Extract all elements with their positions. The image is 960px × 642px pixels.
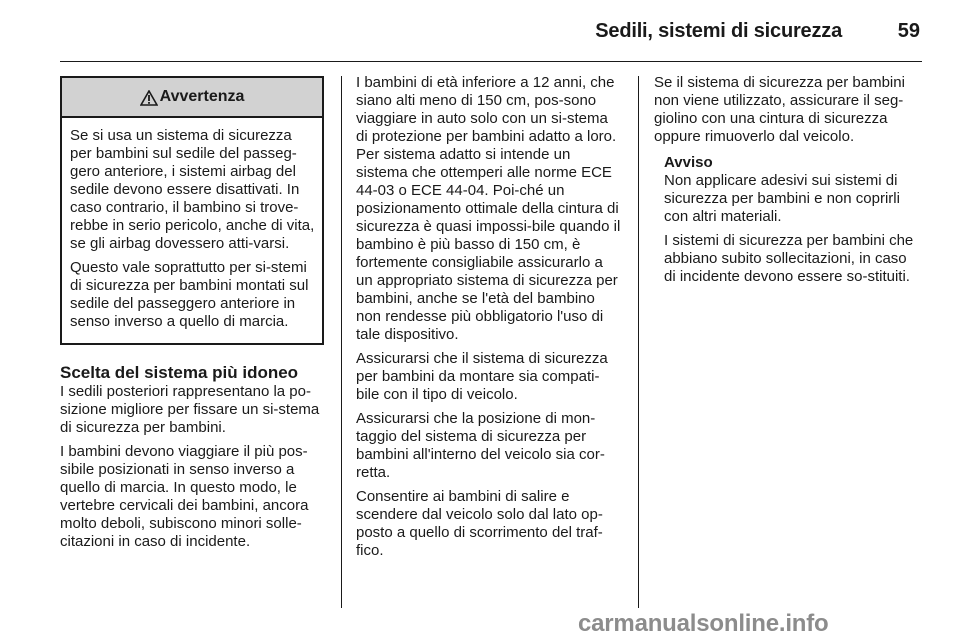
body-paragraph: I sedili posteriori rappresentano la po-sizione migliore per fissare un si-stema di sicurezza per bambini. <box>60 383 320 436</box>
column-divider-2 <box>638 76 639 608</box>
warning-triangle-icon <box>140 90 158 106</box>
column-1 <box>60 76 324 557</box>
body-paragraph: I bambini devono viaggiare il più pos-sibile posizionati in senso inverso a quello di marcia. In questo modo, le vertebre cervicali dei bambini, ancora molto deboli, subiscono minori solle-citazioni in caso di incidente. <box>60 443 309 550</box>
body-paragraph: Se il sistema di sicurezza per bambini non viene utilizzato, assicurare il seg-giolino con una cintura di sicurezza oppure rimuoverlo dal veicolo. <box>654 74 905 145</box>
warning-title: Avvertenza <box>159 88 245 105</box>
warning-paragraph: Se si usa un sistema di sicurezza per bambini sul sedile del passeg-gero anteriore, i sistemi airbag del sedile devono essere disattivati. In caso contrario, il bambino si trove-rebbe in serio pericolo, anche di vita, se gli airbag dovessero atti-varsi. <box>70 127 315 252</box>
note-block <box>654 154 922 286</box>
column-2 <box>356 74 622 566</box>
page-number: 59 <box>897 20 920 42</box>
note-paragraph: I sistemi di sicurezza per bambini che abbiano subito sollecitazioni, in caso di incidente devono essere so-stituiti. <box>664 232 914 285</box>
body-paragraph: Assicurarsi che il sistema di sicurezza per bambini da montare sia compati-bile con il tipo di veicolo. <box>356 350 608 403</box>
column-3 <box>654 74 922 292</box>
body-paragraph: Assicurarsi che la posizione di mon-taggio del sistema di sicurezza per bambini all'interno del veicolo sia cor-retta. <box>356 410 605 481</box>
page-header-title: Sedili, sistemi di sicurezza <box>595 20 842 42</box>
header-divider <box>60 61 922 62</box>
warning-paragraph: Questo vale soprattutto per si-stemi di sicurezza per bambini montati sul sedile del passeggero anteriore in senso inverso a quello di marcia. <box>70 259 309 330</box>
watermark: carmanualsonline.info <box>578 610 829 637</box>
warning-body <box>62 118 322 343</box>
warning-box <box>60 76 324 345</box>
section-title: Scelta del sistema più idoneo <box>60 363 299 382</box>
warning-header <box>62 78 322 118</box>
note-title: Avviso <box>664 154 713 171</box>
note-paragraph: Non applicare adesivi sui sistemi di sicurezza per bambini e non coprirli con altri materiali. <box>664 172 900 225</box>
column-divider-1 <box>341 76 342 608</box>
body-paragraph: I bambini di età inferiore a 12 anni, che siano alti meno di 150 cm, pos-sono viaggiare in auto solo con un si-stema di protezione per bambini adatto a loro. Per sistema adatto si intende un sistema che ottemperi alle norme ECE 44-03 o ECE 44-04. Poi-ché un posizionamento ottimale della cintura di sicurezza è quasi impossi-bile quando il bambino è più basso di 150 cm, è fortemente consigliabile assicurarlo a un appropriato sistema di sicurezza per bambini, anche se l'età del bambino non rendesse più obbligatorio l'uso di tale dispositivo. <box>356 74 621 343</box>
body-paragraph: Consentire ai bambini di salire e scendere dal veicolo solo dal lato op-posto a quello di scorrimento del traf-fico. <box>356 488 603 559</box>
